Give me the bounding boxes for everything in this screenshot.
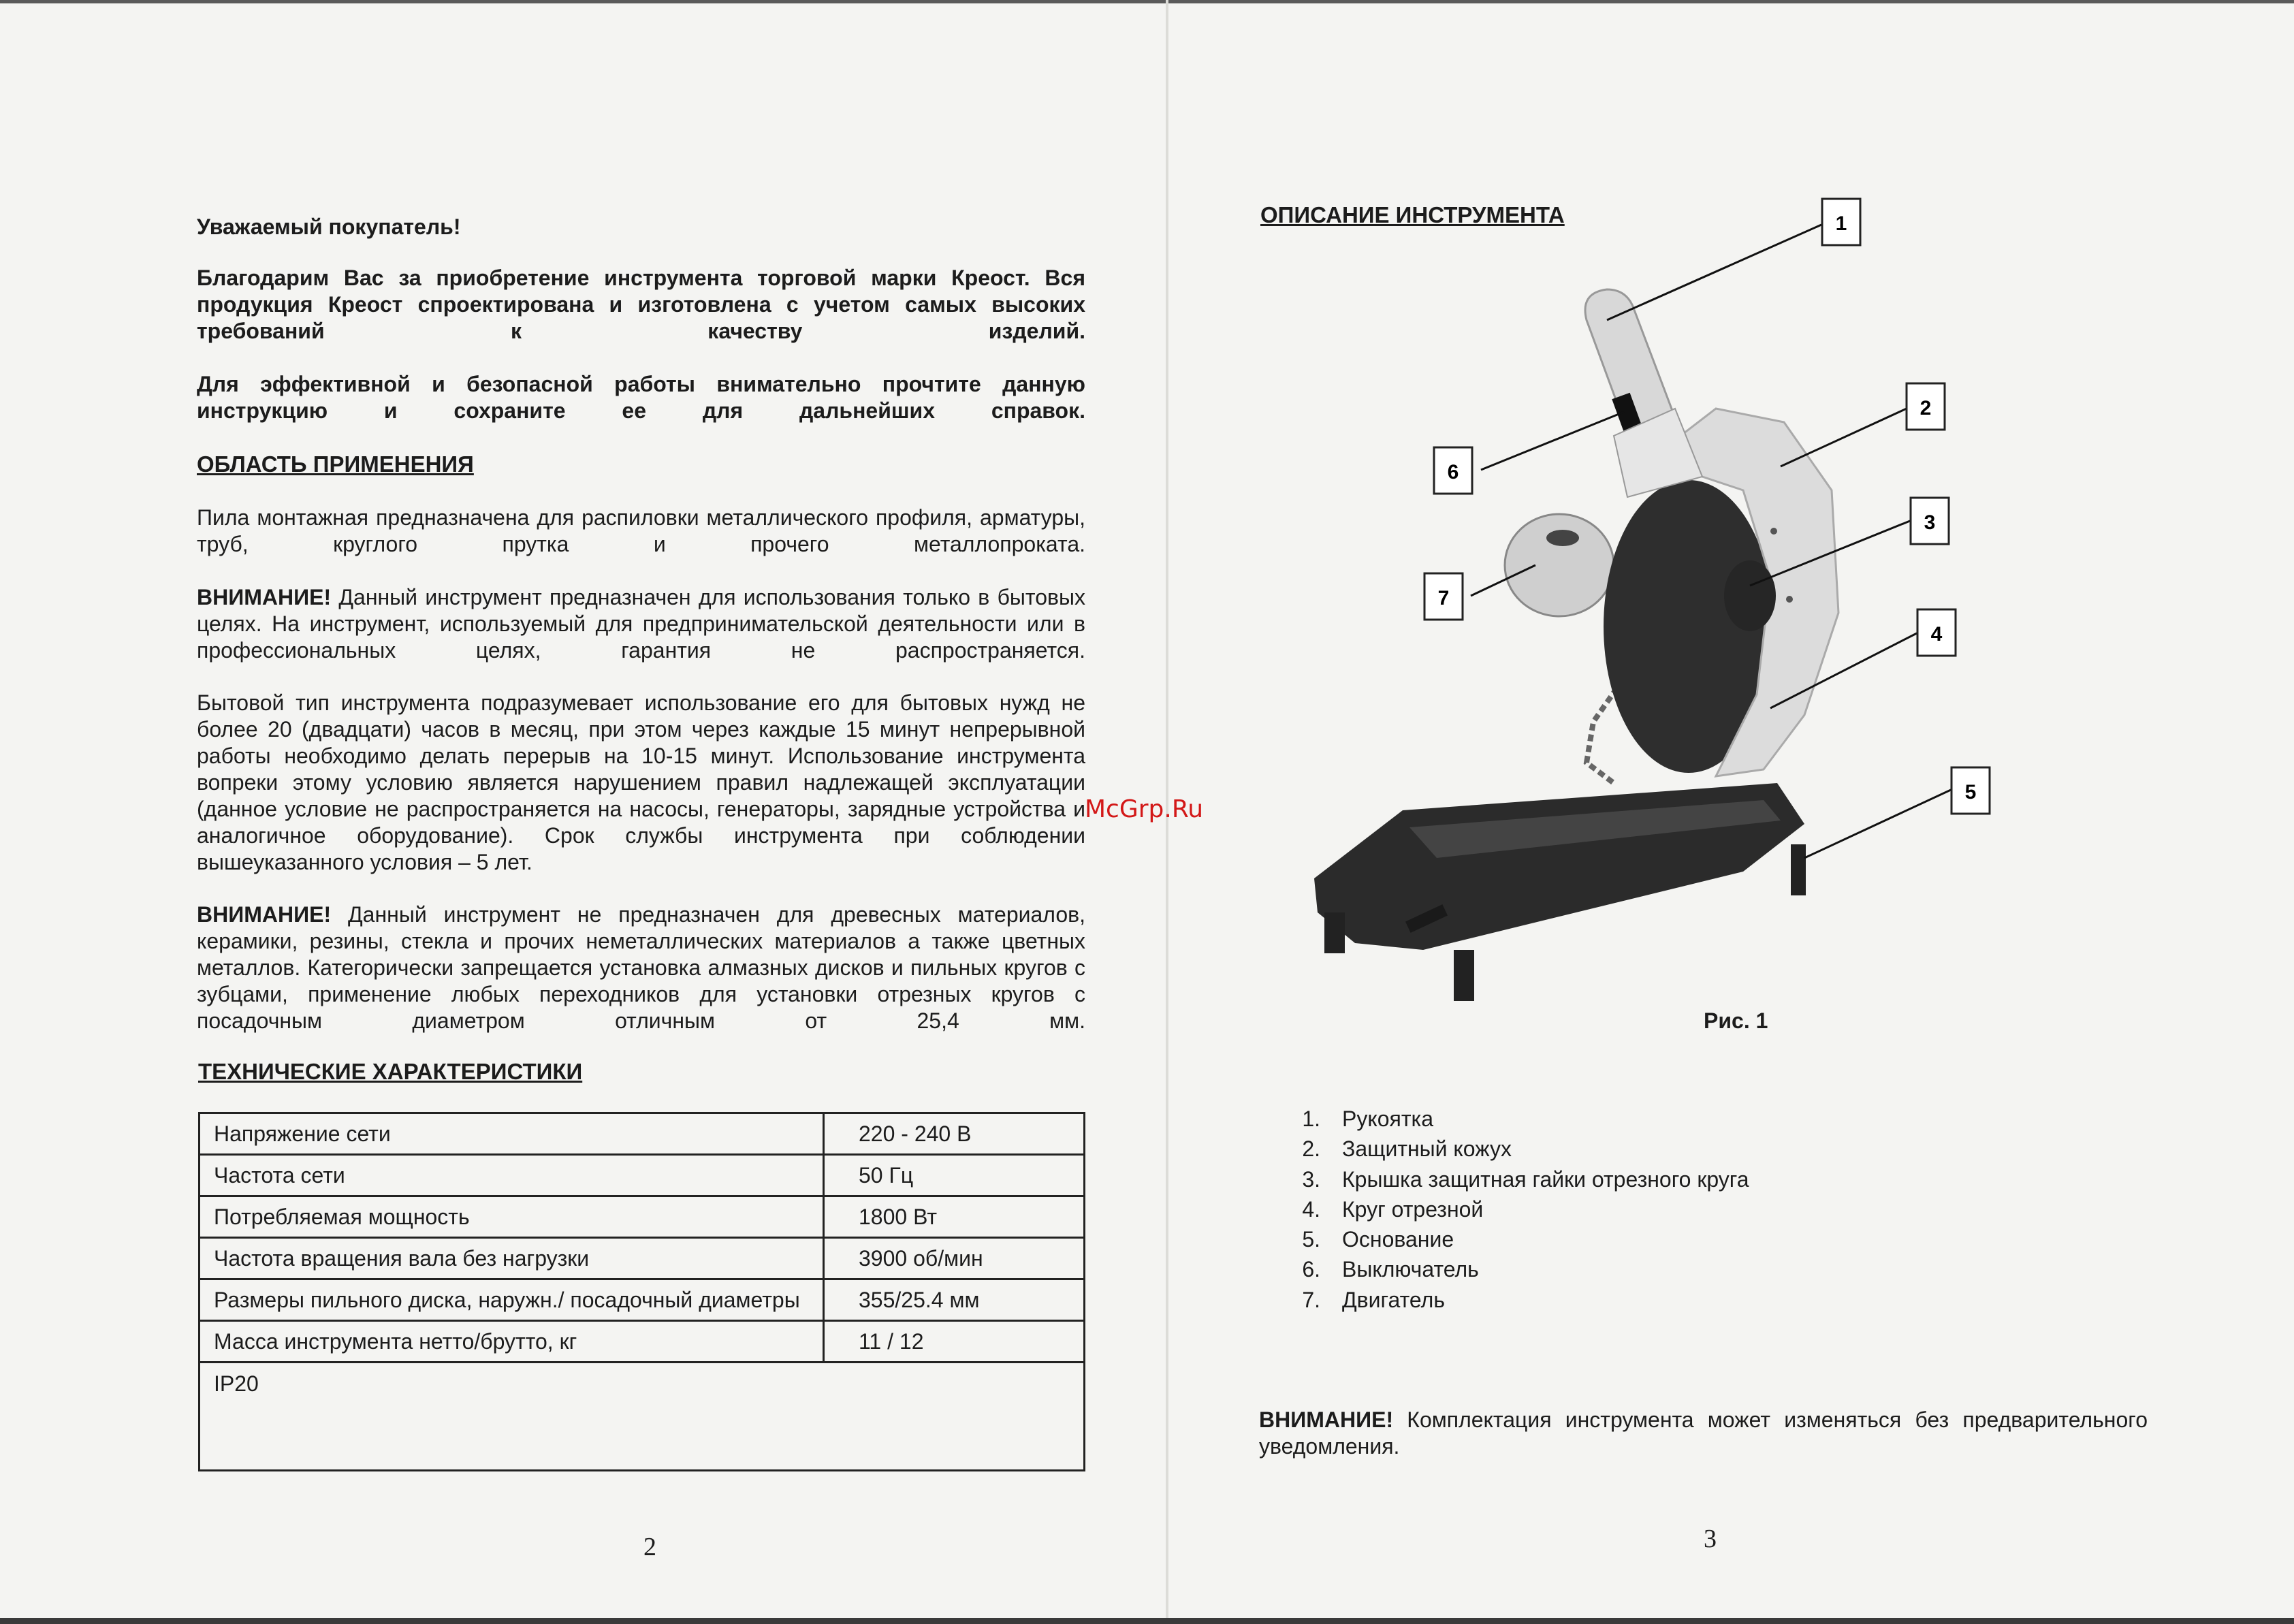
spec-name: Потребляемая мощность [200, 1196, 824, 1238]
callout-label: 6 [1447, 461, 1459, 483]
spec-name: Напряжение сети [200, 1113, 824, 1155]
callout-label: 3 [1924, 511, 1936, 534]
table-row [200, 1279, 1085, 1321]
spec-value: 11 / 12 [824, 1321, 1085, 1363]
item-number: 2. [1302, 1136, 1320, 1162]
saw-foot [1791, 844, 1806, 895]
callout-label: 4 [1930, 623, 1943, 646]
item-number: 6. [1302, 1257, 1320, 1282]
list-item [1271, 1164, 1749, 1194]
motor-housing [1505, 514, 1614, 616]
list-item [1271, 1254, 1749, 1284]
warning-household-paragraph [197, 584, 1085, 664]
page-number: 2 [643, 1533, 656, 1561]
list-item [1271, 1224, 1749, 1254]
item-label: Рукоятка [1342, 1106, 1433, 1131]
spec-name: Размеры пильного диска, наружн./ посадочный диаметры [200, 1279, 824, 1321]
list-item [1271, 1134, 1749, 1164]
item-label: Крышка защитная гайки отрезного круга [1342, 1166, 1749, 1192]
configuration-warning [1259, 1407, 2148, 1460]
item-number: 5. [1302, 1227, 1320, 1252]
guard-screw [1770, 528, 1777, 535]
item-label: Защитный кожух [1342, 1136, 1512, 1162]
spec-value: 220 - 240 В [824, 1113, 1085, 1155]
warning-label: ВНИМАНИЕ! [197, 585, 332, 609]
tool-description-heading: ОПИСАНИЕ ИНСТРУМЕНТА [1260, 202, 1565, 227]
list-item [1271, 1285, 1749, 1315]
warning-text: Данный инструмент предназначен для использования только в бытовых целях. На инструмент, используемый для предпринимательской деятельности или в профессиональных целях, гарантия не распространяется. [197, 585, 1085, 663]
read-instructions-paragraph: Для эффективной и безопасной работы внимательно прочтите данную инструкцию и сохраните ее для дальнейших справок. [197, 372, 1085, 423]
table-row [200, 1113, 1085, 1155]
leader-line [1481, 412, 1624, 470]
callout-label: 5 [1964, 781, 1977, 803]
item-label: Выключатель [1342, 1257, 1479, 1282]
table-row [200, 1238, 1085, 1279]
cutoff-saw-figure [1294, 184, 2009, 1001]
saw-foot [1454, 950, 1474, 1001]
warning-label: ВНИМАНИЕ! [1259, 1407, 1394, 1432]
thanks-paragraph: Благодарим Вас за приобретение инструмента торговой марки Креост. Вся продукция Креост спроектирована и изготовлена с учетом самых высоких требований к качеству изделий. [197, 266, 1085, 343]
item-label: Двигатель [1342, 1287, 1445, 1312]
nut-cover [1724, 560, 1776, 631]
leader-line [1607, 225, 1821, 320]
item-label: Круг отрезной [1342, 1196, 1484, 1222]
table-row [200, 1155, 1085, 1196]
spec-value: 3900 об/мин [824, 1238, 1085, 1279]
warning-label: ВНИМАНИЕ! [197, 902, 332, 927]
figure-caption: Рис. 1 [1704, 1008, 1768, 1033]
table-row [200, 1363, 1085, 1471]
callout-label: 7 [1437, 587, 1450, 609]
protection-class: IP20 [200, 1363, 1085, 1471]
item-number: 7. [1302, 1287, 1320, 1312]
table-row [200, 1321, 1085, 1363]
guard-screw [1786, 596, 1793, 603]
item-number: 1. [1302, 1106, 1320, 1131]
spec-name: Частота сети [200, 1155, 824, 1196]
item-label: Основание [1342, 1227, 1454, 1252]
chain [1587, 688, 1617, 783]
warning-text: Комплектация инструмента может изменяться без предварительного уведомления. [1259, 1407, 2148, 1459]
specs-heading: ТЕХНИЧЕСКИЕ ХАРАКТЕРИСТИКИ [198, 1059, 583, 1084]
spec-name: Масса инструмента нетто/брутто, кг [200, 1321, 824, 1363]
item-number: 4. [1302, 1196, 1320, 1222]
leader-line [1804, 790, 1951, 858]
list-item [1271, 1104, 1749, 1134]
saw-foot [1324, 912, 1345, 953]
callout-label: 2 [1919, 397, 1932, 419]
warning-text: Данный инструмент не предназначен для древесных материалов, керамики, резины, стекла и прочих неметаллических материалов а также цветных металлов. Категорически запрещается установка алмазных дисков и пильных кругов с зубцами, применение любых переходников для установки отрезных кругов с посадочным диаметром отличным от 25,4 мм. [197, 902, 1085, 1033]
leader-line [1781, 409, 1907, 466]
page-number: 3 [1704, 1525, 1717, 1553]
greeting: Уважаемый покупатель! [197, 214, 461, 239]
specs-table [198, 1112, 1085, 1471]
household-usage-paragraph: Бытовой тип инструмента подразумевает использование его для бытовых нужд не более 20 (двадцати) часов в месяц, при этом через каждые 15 минут непрерывной работы необходимо делать перерыв на 10-15 минут. Использование инструмента вопреки этому условию является нарушением правил надлежащей эксплуатации (данное условие не распространяется на насосы, генераторы, зарядные устройства и аналогичное оборудование). Срок службы инструмента при соблюдении вышеуказанного условия – 5 лет. [197, 690, 1085, 874]
spec-value: 1800 Вт [824, 1196, 1085, 1238]
watermark: McGrp.Ru [1085, 795, 1204, 823]
spec-name: Частота вращения вала без нагрузки [200, 1238, 824, 1279]
table-row [200, 1196, 1085, 1238]
motor-vent [1546, 530, 1579, 546]
warning-materials-paragraph [197, 902, 1085, 1034]
spec-value: 355/25.4 мм [824, 1279, 1085, 1321]
list-item [1271, 1194, 1749, 1224]
callout-label: 1 [1835, 212, 1847, 235]
item-number: 3. [1302, 1166, 1320, 1192]
spec-value: 50 Гц [824, 1155, 1085, 1196]
scope-paragraph: Пила монтажная предназначена для распиловки металлического профиля, арматуры, труб, круглого прутка и прочего металлопроката. [197, 505, 1085, 556]
parts-list [1271, 1104, 1749, 1315]
scope-heading: ОБЛАСТЬ ПРИМЕНЕНИЯ [197, 451, 474, 477]
